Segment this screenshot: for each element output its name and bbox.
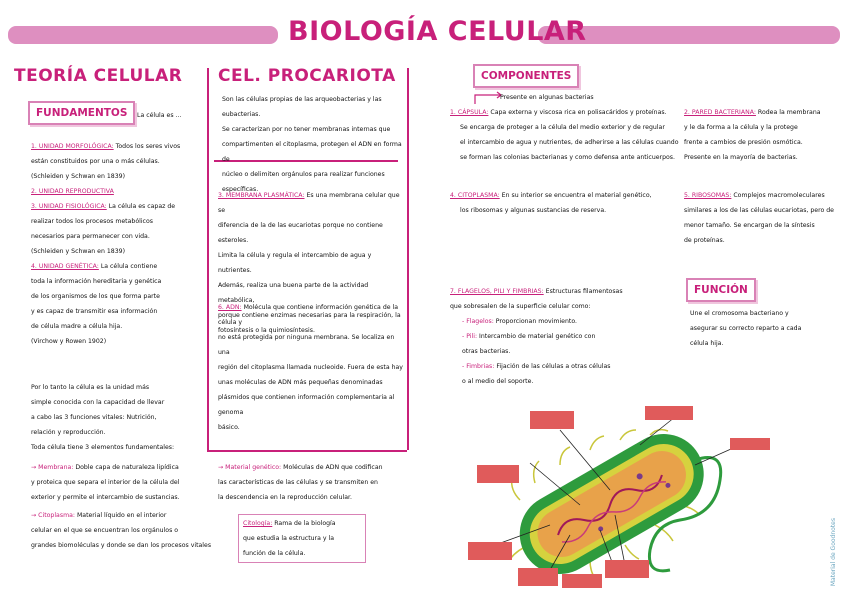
p4-l4: y es capaz de transmitir esa información — [31, 308, 158, 315]
fla5: otras bacterias. — [462, 348, 511, 355]
fla6-head: - Fimbrias: — [462, 363, 495, 370]
pared — [684, 105, 840, 165]
cito-head: Citología: — [243, 520, 273, 527]
adn6: básico. — [218, 424, 240, 431]
p3-body: La célula es capaz de — [108, 203, 176, 210]
f1: Une el cromosoma bacteriano y — [690, 310, 789, 317]
diagram-label-box — [605, 560, 649, 578]
p4-l2: toda la información hereditaria y genética — [31, 278, 162, 285]
q5: Toda célula tiene 3 elementos fundamentales: — [31, 444, 175, 451]
c2: celular en el que se encuentran los orgánulos o — [31, 527, 179, 534]
diagram-label-box — [562, 574, 602, 588]
fla4-head: - Pili: — [462, 333, 478, 340]
diagram-label-box — [530, 411, 574, 429]
cito-comp1: En su interior se encuentra el material genético, — [501, 192, 652, 199]
teoria-elements — [31, 460, 221, 553]
diagram-label-box — [468, 542, 512, 560]
q2: simple conocida con la capacidad de llevar — [31, 399, 165, 406]
mp5: porque contiene enzimas necesarias para la respiración, la — [218, 312, 401, 319]
m3: exterior y permite el intercambio de sustancias. — [31, 494, 180, 501]
pared4: Presente en la mayoría de bacterias. — [684, 154, 798, 161]
mp-head: 3. MEMBRANA PLASMÁTICA: — [218, 192, 305, 199]
mg1: Moléculas de ADN que codifican — [283, 464, 383, 471]
p4-head: 4. UNIDAD GENÉTICA: — [31, 263, 99, 270]
f2: asegurar su correcto reparto a cada — [690, 325, 802, 332]
teoria-title: TEORÍA CELULAR — [14, 66, 183, 86]
cap4: se forman las colonias bacterianas y como defensa ante anticuerpos. — [460, 154, 676, 161]
citoplasma-comp — [450, 188, 680, 218]
cap1: Capa externa y viscosa rica en polisacáridos y proteínas. — [490, 109, 667, 116]
componentes-label: COMPONENTES — [473, 64, 579, 88]
pared2: y le da forma a la célula y la protege — [684, 124, 798, 131]
teoria-intro: La célula es ... — [137, 112, 182, 119]
mg-head: → Material genético: — [218, 464, 282, 471]
fla7: o al medio del soporte. — [462, 378, 534, 385]
page-title: BIOLOGÍA CELULAR — [288, 16, 587, 47]
cap2: Se encarga de proteger a la célula del medio exterior y de regular — [460, 124, 665, 131]
p1-head: 1. UNIDAD MORFOLÓGICA: — [31, 143, 114, 150]
mg3: la descendencia en la reproducción celular. — [218, 494, 352, 501]
citologia-box — [238, 514, 366, 563]
p4-l3: de los organismos de los que forma parte — [31, 293, 160, 300]
teoria-conclusion — [31, 380, 206, 455]
q1: Por lo tanto la célula es la unidad más — [31, 384, 150, 391]
mp3: Limita la célula y regula el intercambio de agua y nutrientes. — [218, 252, 372, 274]
cito-comp2: los ribosomas y algunas sustancias de reserva. — [460, 207, 607, 214]
procariota-title: CEL. PROCARIOTA — [218, 66, 396, 86]
ribo3: menor tamaño. Se encargan de la síntesis — [684, 222, 815, 229]
funcion-label: FUNCIÓN — [686, 278, 756, 302]
cito1: Rama de la biología — [274, 520, 336, 527]
fundamentos-label: FUNDAMENTOS — [28, 101, 135, 125]
ribosomas — [684, 188, 840, 248]
fla2: que sobresalen de la superficie celular como: — [450, 303, 591, 310]
procariota-intro — [222, 92, 406, 197]
ribo2: similares a los de las células eucariotas, pero de — [684, 207, 834, 214]
f3: célula hija. — [690, 340, 724, 347]
pi4: núcleo o delimiten orgánulos para realizar funciones específicas. — [222, 171, 385, 193]
ribo4: de proteínas. — [684, 237, 725, 244]
p1-l3: (Schleiden y Schwan en 1839) — [31, 173, 126, 180]
p4-body: La célula contiene — [100, 263, 158, 270]
funcion-text — [690, 306, 840, 351]
header-bar-left — [8, 26, 278, 44]
mg2: las características de las células y se transmiten en — [218, 479, 378, 486]
p3-l3: necesarios para permanecer con vida. — [31, 233, 150, 240]
fla1: Estructuras filamentosas — [545, 288, 623, 295]
fla4: Intercambio de material genético con — [479, 333, 596, 340]
teoria-fundamentos-text — [31, 139, 203, 349]
pi3: compartimenten el citoplasma, protegen el ADN en forma de — [222, 141, 402, 163]
diagram-label-box — [518, 568, 558, 586]
p4-l5: de célula madre a célula hija. — [31, 323, 123, 330]
c3: grandes biomoléculas y donde se dan los procesos vitales — [31, 542, 212, 549]
membrana-head: → Membrana: — [31, 464, 74, 471]
fla3-head: - Flagelos: — [462, 318, 494, 325]
adn2: no está protegida por ninguna membrana. Se localiza en una — [218, 334, 395, 356]
divider-mid — [407, 68, 409, 450]
capsula-note: Presente en algunas bacterias — [500, 94, 594, 101]
diagram-label-box — [730, 438, 770, 450]
m1: Doble capa de naturaleza lipídica — [75, 464, 179, 471]
p3-l2: realizar todos los procesos metabólicos — [31, 218, 153, 225]
p3-l4: (Schleiden y Schwan en 1839) — [31, 248, 126, 255]
p4-l6: (Virchow y Rowen 1902) — [31, 338, 107, 345]
adn-head: 6. ADN: — [218, 304, 242, 311]
pared1: Rodea la membrana — [757, 109, 821, 116]
citoplasma-head: → Citoplasma: — [31, 512, 75, 519]
pared3: frente a cambios de presión osmótica. — [684, 139, 803, 146]
adn — [218, 300, 404, 435]
material-genetico — [218, 460, 403, 505]
fla6: Fijación de las células a otras células — [496, 363, 611, 370]
pared-head: 2. PARED BACTERIANA: — [684, 109, 756, 116]
adn1: Molécula que contiene información genética de la célula y — [218, 304, 399, 326]
mp6: fotosíntesis o la quimiosíntesis. — [218, 327, 315, 334]
pi1: Son las células propias de las arqueobacterias y las eubacterias. — [222, 96, 382, 118]
m2: y proteica que separa el interior de la célula del — [31, 479, 180, 486]
cito3: función de la célula. — [243, 550, 306, 557]
divider-left — [207, 68, 209, 450]
divider-bottom-left — [207, 450, 407, 452]
capsula — [450, 105, 680, 165]
diagram-label-box — [645, 406, 693, 420]
cap3: el intercambio de agua y nutrientes, de adherirse a las células cuando — [460, 139, 679, 146]
q3: a cabo las 3 funciones vitales: Nutrición, — [31, 414, 157, 421]
cito2: que estudia la estructura y la — [243, 535, 334, 542]
q4: relación y reproducción. — [31, 429, 106, 436]
ribo1: Complejos macromoleculares — [733, 192, 825, 199]
fla-head: 7. FLAGELOS, PILI Y FIMBRIAS: — [450, 288, 544, 295]
p2-head: 2. UNIDAD REPRODUCTIVA — [31, 188, 114, 195]
cap-head: 1. CÁPSULA: — [450, 109, 489, 116]
cito-comp-head: 4. CITOPLASMA: — [450, 192, 500, 199]
mp1: Es una membrana celular que se — [218, 192, 400, 214]
p3-head: 3. UNIDAD FISIOLÓGICA: — [31, 203, 107, 210]
mp2: diferencia de la de las eucariotas porque no contiene esteroles. — [218, 222, 383, 244]
mp4: Además, realiza una buena parte de la actividad metabólica, — [218, 282, 369, 304]
ribo-head: 5. RIBOSOMAS: — [684, 192, 732, 199]
p1-l2: están constituidos por una o más células. — [31, 158, 160, 165]
c1: Material líquido en el interior — [76, 512, 167, 519]
pi2: Se caracterizan por no tener membranas internas que — [222, 126, 391, 133]
adn5: plásmidos que contienen información complementaria al genoma — [218, 394, 395, 416]
fla3: Proporcionan movimiento. — [495, 318, 577, 325]
p1-body: Todos los seres vivos — [115, 143, 181, 150]
watermark: Material de Goodnotes — [830, 518, 837, 587]
adn3: región del citoplasma llamada nucleoide. Fuera de esta hay — [218, 364, 403, 371]
diagram-label-box — [477, 465, 519, 483]
adn4: unas moléculas de ADN más pequeñas denominadas — [218, 379, 383, 386]
flagelos — [450, 284, 670, 389]
